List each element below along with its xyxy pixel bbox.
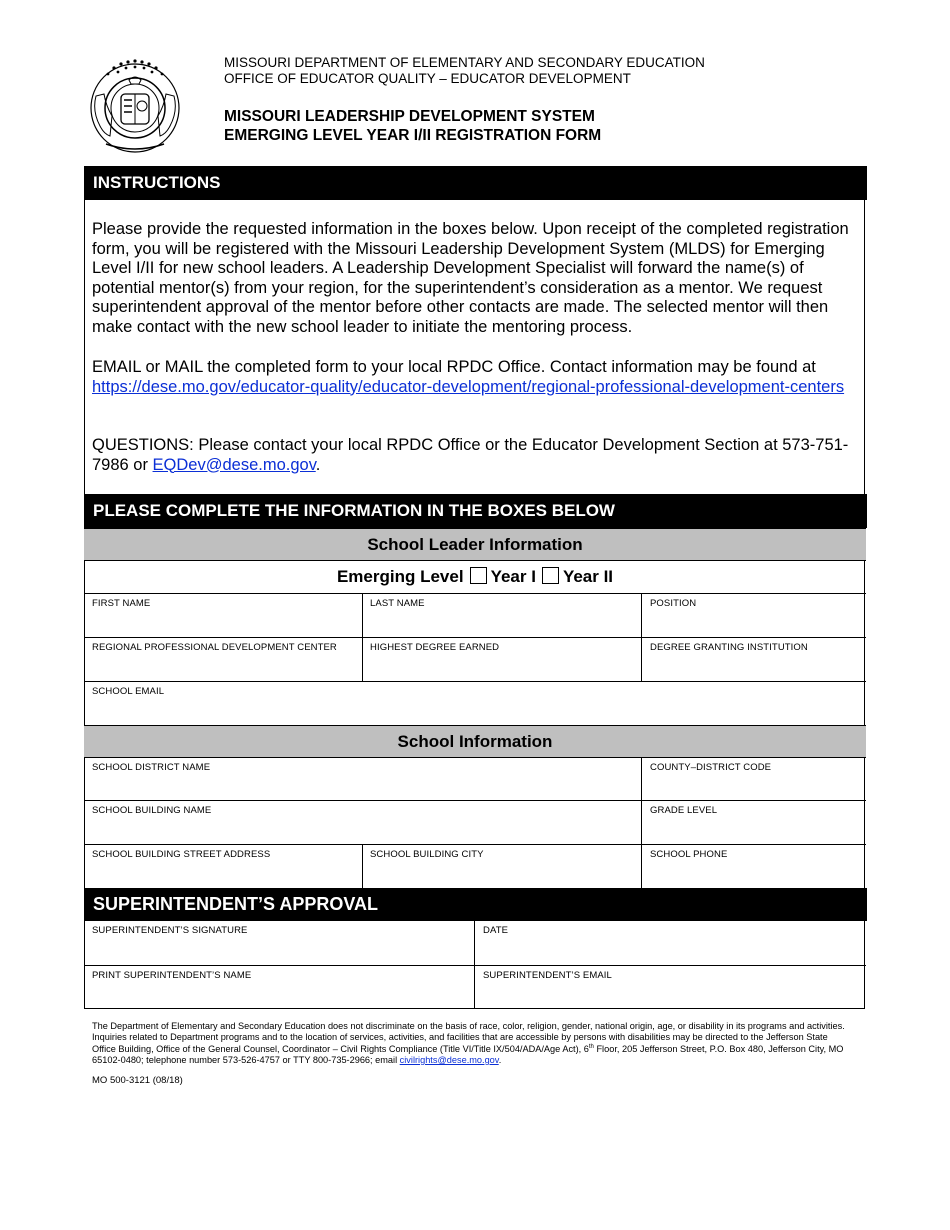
notice-text: The Department of Elementary and Secondary Education does not discriminate on the basis of race, color, religion, gender, national origin, age, or disability in its programs and activities. Inquiries related to Department programs and to the location of services, activities, and facilities that are accessible by persons with disabilities may be directed to the Jefferson State Office Building, Office of the General Counsel, Coordinator – Civil Rights Compliance (Title VI/Title IX/504/ADA/Age Act), 6 bbox=[92, 1021, 845, 1055]
questions-end: . bbox=[315, 455, 321, 474]
emerging-level-label: Emerging Level bbox=[336, 567, 464, 586]
rpdc-label: REGIONAL PROFESSIONAL DEVELOPMENT CENTER bbox=[92, 642, 337, 653]
nondiscrimination-notice bbox=[92, 1021, 852, 1065]
street-address-field[interactable] bbox=[84, 844, 362, 888]
department-name: MISSOURI DEPARTMENT OF ELEMENTARY AND SECONDARY EDUCATION bbox=[224, 55, 705, 70]
questions-text: QUESTIONS: Please contact your local RPDC Office or the Educator Development Section at 573-751-7986 or bbox=[92, 436, 849, 474]
year1-checkbox[interactable] bbox=[470, 567, 487, 584]
form-title-line2: EMERGING LEVEL YEAR I/II REGISTRATION FORM bbox=[224, 127, 602, 144]
grade-level-label: GRADE LEVEL bbox=[650, 805, 718, 816]
col-divider bbox=[362, 593, 363, 681]
contact-paragraph bbox=[92, 358, 852, 397]
school-info-section-header: School Information bbox=[84, 725, 866, 758]
county-district-code-label: COUNTY–DISTRICT CODE bbox=[650, 762, 772, 773]
col-divider bbox=[362, 844, 363, 888]
school-email-field[interactable] bbox=[84, 681, 866, 725]
notice-text-cont: Floor, 205 Jefferson Street, P.O. Box 480, Jefferson City, MO 65102-0480; telephone number 573-526-4757 or TTY 800-735-2966; email bbox=[92, 1044, 844, 1065]
col-divider bbox=[641, 593, 642, 681]
form-title-line1: MISSOURI LEADERSHIP DEVELOPMENT SYSTEM bbox=[224, 108, 595, 125]
year2-label: Year II bbox=[562, 567, 614, 586]
degree-institution-field[interactable] bbox=[642, 637, 866, 681]
form-number: MO 500-3121 (08/18) bbox=[92, 1075, 183, 1086]
notice-end: . bbox=[498, 1054, 502, 1065]
last-name-label: LAST NAME bbox=[370, 598, 425, 609]
questions-paragraph bbox=[92, 436, 852, 475]
rpdc-link[interactable]: https://dese.mo.gov/educator-quality/educator-development/regional-professional-development-centers bbox=[92, 377, 845, 396]
instructions-heading: INSTRUCTIONS bbox=[84, 166, 867, 200]
col-divider bbox=[474, 921, 475, 1009]
highest-degree-field[interactable] bbox=[362, 637, 642, 681]
supt-print-name-field[interactable] bbox=[84, 965, 475, 1009]
supt-email-label: SUPERINTENDENT’S EMAIL bbox=[483, 970, 612, 981]
school-leader-section-header: School Leader Information bbox=[84, 528, 866, 561]
street-address-label: SCHOOL BUILDING STREET ADDRESS bbox=[92, 849, 271, 860]
office-name: OFFICE OF EDUCATOR QUALITY – EDUCATOR DEVELOPMENT bbox=[224, 71, 631, 86]
supt-signature-field[interactable] bbox=[84, 921, 475, 965]
school-phone-label: SCHOOL PHONE bbox=[650, 849, 728, 860]
building-city-label: SCHOOL BUILDING CITY bbox=[370, 849, 484, 860]
position-field[interactable] bbox=[642, 593, 866, 637]
first-name-label: FIRST NAME bbox=[92, 598, 151, 609]
supt-print-name-label: PRINT SUPERINTENDENT’S NAME bbox=[92, 970, 252, 981]
emerging-level-row bbox=[84, 561, 866, 593]
year2-checkbox[interactable] bbox=[542, 567, 559, 584]
supt-signature-label: SUPERINTENDENT’S SIGNATURE bbox=[92, 925, 248, 936]
supt-email-field[interactable] bbox=[475, 965, 866, 1009]
col-divider bbox=[641, 757, 642, 888]
first-name-field[interactable] bbox=[84, 593, 362, 637]
position-label: POSITION bbox=[650, 598, 697, 609]
civil-rights-email-link[interactable]: civilrights@dese.mo.gov bbox=[399, 1054, 499, 1065]
degree-institution-label: DEGREE GRANTING INSTITUTION bbox=[650, 642, 808, 653]
county-district-code-field[interactable] bbox=[642, 757, 866, 801]
date-label: DATE bbox=[483, 925, 509, 936]
grade-level-field[interactable] bbox=[642, 800, 866, 844]
instructions-paragraph: Please provide the requested information in the boxes below. Upon receipt of the completed registration form, you will be registered with the Missouri Leadership Development System (MLDS) for Emerging Level I/II for new school leaders. A Leadership Development Specialist will forward the name(s) of potential mentor(s) from your region, for the superintendent’s consideration as a mentor. We request superintendent approval of the mentor before other contacts are made. The selected mentor will then make contact with the new school leader to initiate the mentoring process. bbox=[92, 220, 849, 336]
building-name-label: SCHOOL BUILDING NAME bbox=[92, 805, 212, 816]
rpdc-field[interactable] bbox=[84, 637, 362, 681]
approval-heading: SUPERINTENDENT’S APPROVAL bbox=[84, 888, 867, 921]
date-field[interactable] bbox=[475, 921, 866, 965]
highest-degree-label: HIGHEST DEGREE EARNED bbox=[370, 642, 500, 653]
complete-info-heading: PLEASE COMPLETE THE INFORMATION IN THE BOXES BELOW bbox=[84, 494, 867, 528]
district-name-field[interactable] bbox=[84, 757, 642, 801]
year1-label: Year I bbox=[490, 567, 536, 586]
contact-text: EMAIL or MAIL the completed form to your local RPDC Office. Contact information may be found at bbox=[92, 358, 816, 376]
school-email-label: SCHOOL EMAIL bbox=[92, 686, 165, 697]
last-name-field[interactable] bbox=[362, 593, 642, 637]
notice-superscript: th bbox=[588, 1044, 594, 1051]
district-name-label: SCHOOL DISTRICT NAME bbox=[92, 762, 211, 773]
eqdev-email-link[interactable]: EQDev@dese.mo.gov bbox=[152, 455, 316, 474]
state-seal-icon bbox=[84, 56, 186, 158]
building-city-field[interactable] bbox=[362, 844, 642, 888]
school-phone-field[interactable] bbox=[642, 844, 866, 888]
building-name-field[interactable] bbox=[84, 800, 642, 844]
